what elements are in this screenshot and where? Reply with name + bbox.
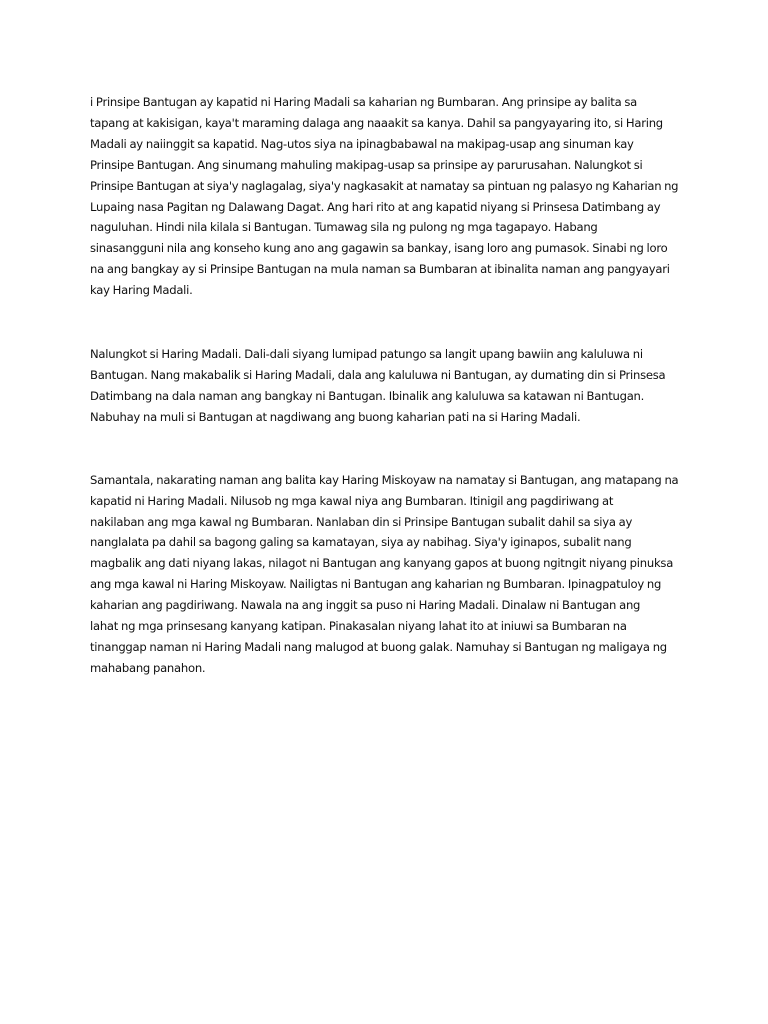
paragraph-3 [90,470,680,679]
paragraph-line: Datimbang na dala naman ang bangkay ni Bantugan. Ibinalik ang kaluluwa sa katawan ni Bantugan. [90,388,645,403]
paragraph-line: kaharian ang pagdiriwang. Nawala na ang inggit sa puso ni Haring Madali. Dinalaw ni Bantugan ang [90,598,641,613]
paragraph-line: Madali ay naiinggit sa kapatid. Nag-utos siya na ipinagbabawal na makipag-usap ang sinuman kay [90,136,634,151]
paragraph-line: nakilaban ang mga kawal ng Bumbaran. Nanlaban din si Prinsipe Bantugan subalit dahil sa siya ay [90,514,633,529]
paragraph-line: naguluhan. Hindi nila kilala si Bantugan. Tumawag sila ng pulong ng mga tagapayo. Habang [90,220,598,235]
paragraph-line: i Prinsipe Bantugan ay kapatid ni Haring Madali sa kaharian ng Bumbaran. Ang prinsipe ay balita sa [90,95,638,109]
paragraph-1 [90,92,680,301]
paragraph-line: kay Haring Madali. [90,283,193,298]
paragraph-line: kapatid ni Haring Madali. Nilusob ng mga kawal niya ang Bumbaran. Itinigil ang pagdiriwang at [90,493,614,508]
paragraph-line: lahat ng mga prinsesang kanyang katipan. Pinakasalan niyang lahat ito at iniuwi sa Bumbaran na [90,619,627,634]
paragraph-line: Prinsipe Bantugan. Ang sinumang mahuling makipag-usap sa prinsipe ay parurusahan. Nalungkot si [90,157,643,172]
paragraph-line: na ang bangkay ay si Prinsipe Bantugan na mula naman sa Bumbaran at ibinalita naman ang pangyayari [90,262,670,277]
paragraph-line: Nalungkot si Haring Madali. Dali-dali siyang lumipad patungo sa langit upang bawiin ang kaluluwa ni [90,347,643,362]
paragraph-2 [90,344,680,428]
paragraph-line: tapang at kakisigan, kaya't maraming dalaga ang naaakit sa kanya. Dahil sa pangyayaring ito, si Haring [90,115,663,130]
paragraph-line: Samantala, nakarating naman ang balita kay Haring Miskoyaw na namatay si Bantugan, ang matapang na [90,472,679,487]
paragraph-line: mahabang panahon. [90,660,206,675]
paragraph-line: sinasangguni nila ang konseho kung ano ang gagawin sa bankay, isang loro ang pumasok. Sinabi ng loro [90,241,668,256]
paragraph-line: nanglalata pa dahil sa bagong galing sa kamatayan, siya ay nabihag. Siya'y iginapos, subalit nang [90,535,632,550]
paragraph-line: Prinsipe Bantugan at siya'y naglagalag, siya'y nagkasakit at namatay sa pintuan ng palasyo ng Kaharian ng [90,178,679,193]
paragraph-line: ang mga kawal ni Haring Miskoyaw. Nailigtas ni Bantugan ang kaharian ng Bumbaran. Ipinagpatuloy ng [90,577,662,592]
document-body [90,92,680,679]
paragraph-line: tinanggap naman ni Haring Madali nang malugod at buong galak. Namuhay si Bantugan ng maligaya ng [90,639,667,654]
paragraph-line: Bantugan. Nang makabalik si Haring Madali, dala ang kaluluwa ni Bantugan, ay dumating din si Prinsesa [90,367,666,382]
paragraph-line: Lupaing nasa Pagitan ng Dalawang Dagat. Ang hari rito at ang kapatid niyang si Prinsesa Datimbang ay [90,199,661,214]
paragraph-line: magbalik ang dati niyang lakas, nilagot ni Bantugan ang kanyang gapos at buong ngitngit niyang pinuksa [90,556,674,571]
paragraph-line: Nabuhay na muli si Bantugan at nagdiwang ang buong kaharian pati na si Haring Madali. [90,409,581,424]
